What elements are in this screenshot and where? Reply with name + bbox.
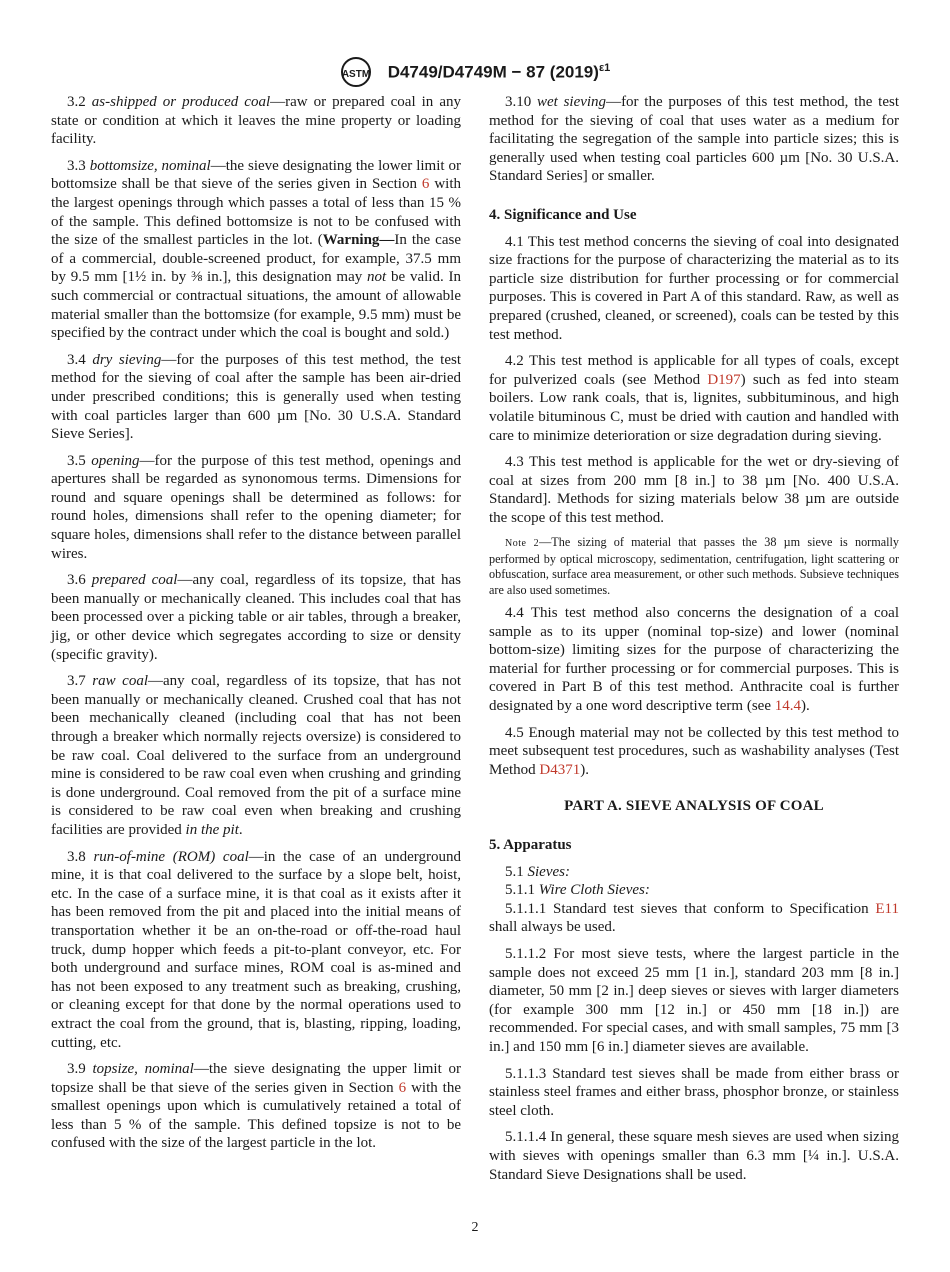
svg-text:ASTM: ASTM: [341, 69, 370, 80]
section-5-1-1-1: 5.1.1.1 Standard test sieves that conform to Specification E11 shall always be used.: [489, 900, 899, 936]
d4371-link[interactable]: D4371: [539, 761, 581, 778]
d197-link[interactable]: D197: [707, 371, 741, 388]
section-5-1-1: 5.1.1 Wire Cloth Sieves:: [505, 882, 650, 899]
section-3-8: 3.8 run-of-mine (ROM) coal—in the case of an underground mine, it is that coal delivered to the surface by a slope belt, hoist, etc. In the case of a surface mine, it is that coal as it exists after it has been removed from the pit and placed into the initial means of transportation whether it be an on-the-road or off-the-road haul truck, dump hopper which feeds a pit-to-plant conveyor, etc. For both underground and surface mines, ROM coal is as-mined and has not been exposed to any treatment such as breaking, crushing, or cleaning except for that done by the normal operations used to extract the coal from the ground, that is, blasting, ripping, loading, cutting, etc.: [51, 848, 461, 1051]
section-4-heading: 4. Significance and Use: [489, 206, 637, 223]
section-4-4: 4.4 This test method also concerns the designation of a coal sample as to its upper (nominal top-size) and lower (nominal bottom-size) limiting sizes for the purpose of characterizing the material for further processing or for commercial purposes. This is covered in Part B of this test method. Anthracite coal is further designated by a one word descriptive term (see 14.4).: [489, 605, 899, 715]
section-3-7: 3.7 raw coal—any coal, regardless of its topsize, that has not been manually or mechanically cleaned. Crushed coal that has not been mechanically cleaned (including coal that has not been through a breaker which normally rejects oversize) is considered to be raw coal. Coal delivered to the surface from an underground mine is considered to be raw coal even when crushing and grinding is done underground. Coal removed from the pit of a surface mine is considered to be raw coal even when breaking and crushing facilities are provided in the pit.: [51, 673, 461, 838]
page-header: [0, 56, 950, 88]
section-14-4-link[interactable]: 14.4: [774, 698, 801, 715]
section-5-1-1-3: 5.1.1.3 Standard test sieves shall be made from either brass or stainless steel frames and either brass, phosphor bronze, or stainless steel cloth.: [489, 1065, 899, 1119]
section-3-10: 3.10 wet sieving—for the purposes of this test method, the test method for the sieving of coal that uses water as a medium for facilitating the segregation of the sample into particle sizes; this is generally used when testing coal particles 600 µm [No. 30 U.S.A. Standard Series] or smaller.: [489, 94, 900, 185]
part-a-heading: PART A. SIEVE ANALYSIS OF COAL: [564, 798, 824, 815]
left-column: [51, 93, 461, 1161]
section-3-6: 3.6 prepared coal—any coal, regardless of its topsize, that has been manually or mechanically cleaned. This includes coal that has been processed over a picking table or air tables, through a breaker, jig, or other device which segregates according to size or density (specific gravity).: [51, 572, 462, 663]
astm-logo-icon: [340, 56, 378, 88]
section-6-link[interactable]: 6: [421, 176, 430, 193]
page-number: 2: [471, 1220, 479, 1235]
section-4-3: 4.3 This test method is applicable for the wet or dry-sieving of coal at sizes from 200 mm [8 in.] to 38 µm [No. 400 U.S.A. Standard]. Methods for sizing materials below 38 µm are outside the scope of this test method.: [489, 454, 899, 526]
section-3-4: 3.4 dry sieving—for the purposes of this test method, the test method for the sieving of coal after the sample has been air-dried under prescribed conditions; this is generally used when testing with coal particles larger than 600 µm [No. 30 U.S.A. Standard Sieve Series].: [51, 351, 462, 443]
note-2: Note 2—The sizing of material that passes the 38 µm sieve is normally performed by optical microscopy, sedimentation, centrifugation, light scattering or obfuscation, surface area measurement, or other such methods. Subsieve techniques are also used sometimes.: [489, 535, 899, 597]
e11-link[interactable]: E11: [875, 900, 899, 917]
section-5-1-1-2: 5.1.1.2 For most sieve tests, where the largest particle in the sample does not exceed 25 mm [1 in.], standard 203 mm [8 in.] diameter, 50 mm [2 in.] deep sieves or sieves with larger diameters (for example 300 mm [12 in.] or 450 mm [18 in.]) are recommended. For special cases, and with small samples, 75 mm [3 in.] and 150 mm [6 in.] diameter sieves are available.: [489, 946, 899, 1055]
section-5-1-1-4: 5.1.1.4 In general, these square mesh sieves are used when sizing with sieves with openings smaller than 6.3 mm [¼ in.]. U.S.A. Standard Sieve Designations shall be used.: [489, 1129, 899, 1183]
right-column: [489, 93, 899, 1192]
section-3-3: 3.3 bottomsize, nominal—the sieve designating the lower limit or bottomsize shall be that sieve of the series given in Section 6 with the largest openings through which passes a total of less than 15 % of the sample. This defined bottomsize is not to be confused with the size of the smallest particles in the lot. (Warning—In the case of a commercial, double-screened product, for example, 37.5 mm by 9.5 mm [1½ in. by ⅜ in.], this designation may not be valid. In such commercial or contractual situations, the amount of allowable material smaller than the bottomsize (for example, 9.5 mm) must be specified by the contract under which the coal is bought and sold.): [51, 157, 461, 342]
section-5-heading: 5. Apparatus: [489, 837, 572, 854]
section-3-5: 3.5 opening—for the purpose of this test method, openings and apertures shall be regarded as synonomous terms. Dimensions for round and square openings shall be determined as follows: for round holes, dimensions shall refer to the opening diameter; for square holes, dimensions shall refer to the distance between parallel wires.: [51, 452, 461, 562]
section-4-5: 4.5 Enough material may not be collected by this test method to meet subsequent test procedures, such as washability analyses (Test Method D4371).: [489, 724, 899, 778]
section-4-2: 4.2 This test method is applicable for all types of coals, except for pulverized coals (see Method D197) such as fed into steam boilers. Low rank coals, that is, lignites, subbituminous, and high volatile bituminous C, must be dried with caution and handled with care to minimize deterioration or size degradation during sieving.: [489, 353, 899, 444]
section-3-9: 3.9 topsize, nominal—the sieve designating the upper limit or topsize shall be that sieve of the series given in Section 6 with the smallest openings upon which is cumulatively retained a total of less than 5 % of the sample. This defined topsize is not to be confused with the size of the largest particle in the lot.: [51, 1061, 462, 1152]
section-5-1: 5.1 Sieves:: [505, 863, 570, 880]
designation-title: D4749/D4749M − 87 $(2019)^{\varepsilon 1}$: [387, 61, 611, 82]
section-3-2: 3.2 as-shipped or produced coal—raw or prepared coal in any state or condition at which it leaves the mine property or loading facility.: [51, 94, 461, 148]
section-6-link[interactable]: 6: [398, 1079, 407, 1096]
section-4-1: 4.1 This test method concerns the sieving of coal into designated size fractions for the purpose of characterizing the material as to its particle size distribution for further processing or for commercial purposes. This is covered in Part A of this standard. Raw, as well as prepared (crushed, cleaned, or screened), coals can be tested by this test method.: [489, 233, 899, 343]
